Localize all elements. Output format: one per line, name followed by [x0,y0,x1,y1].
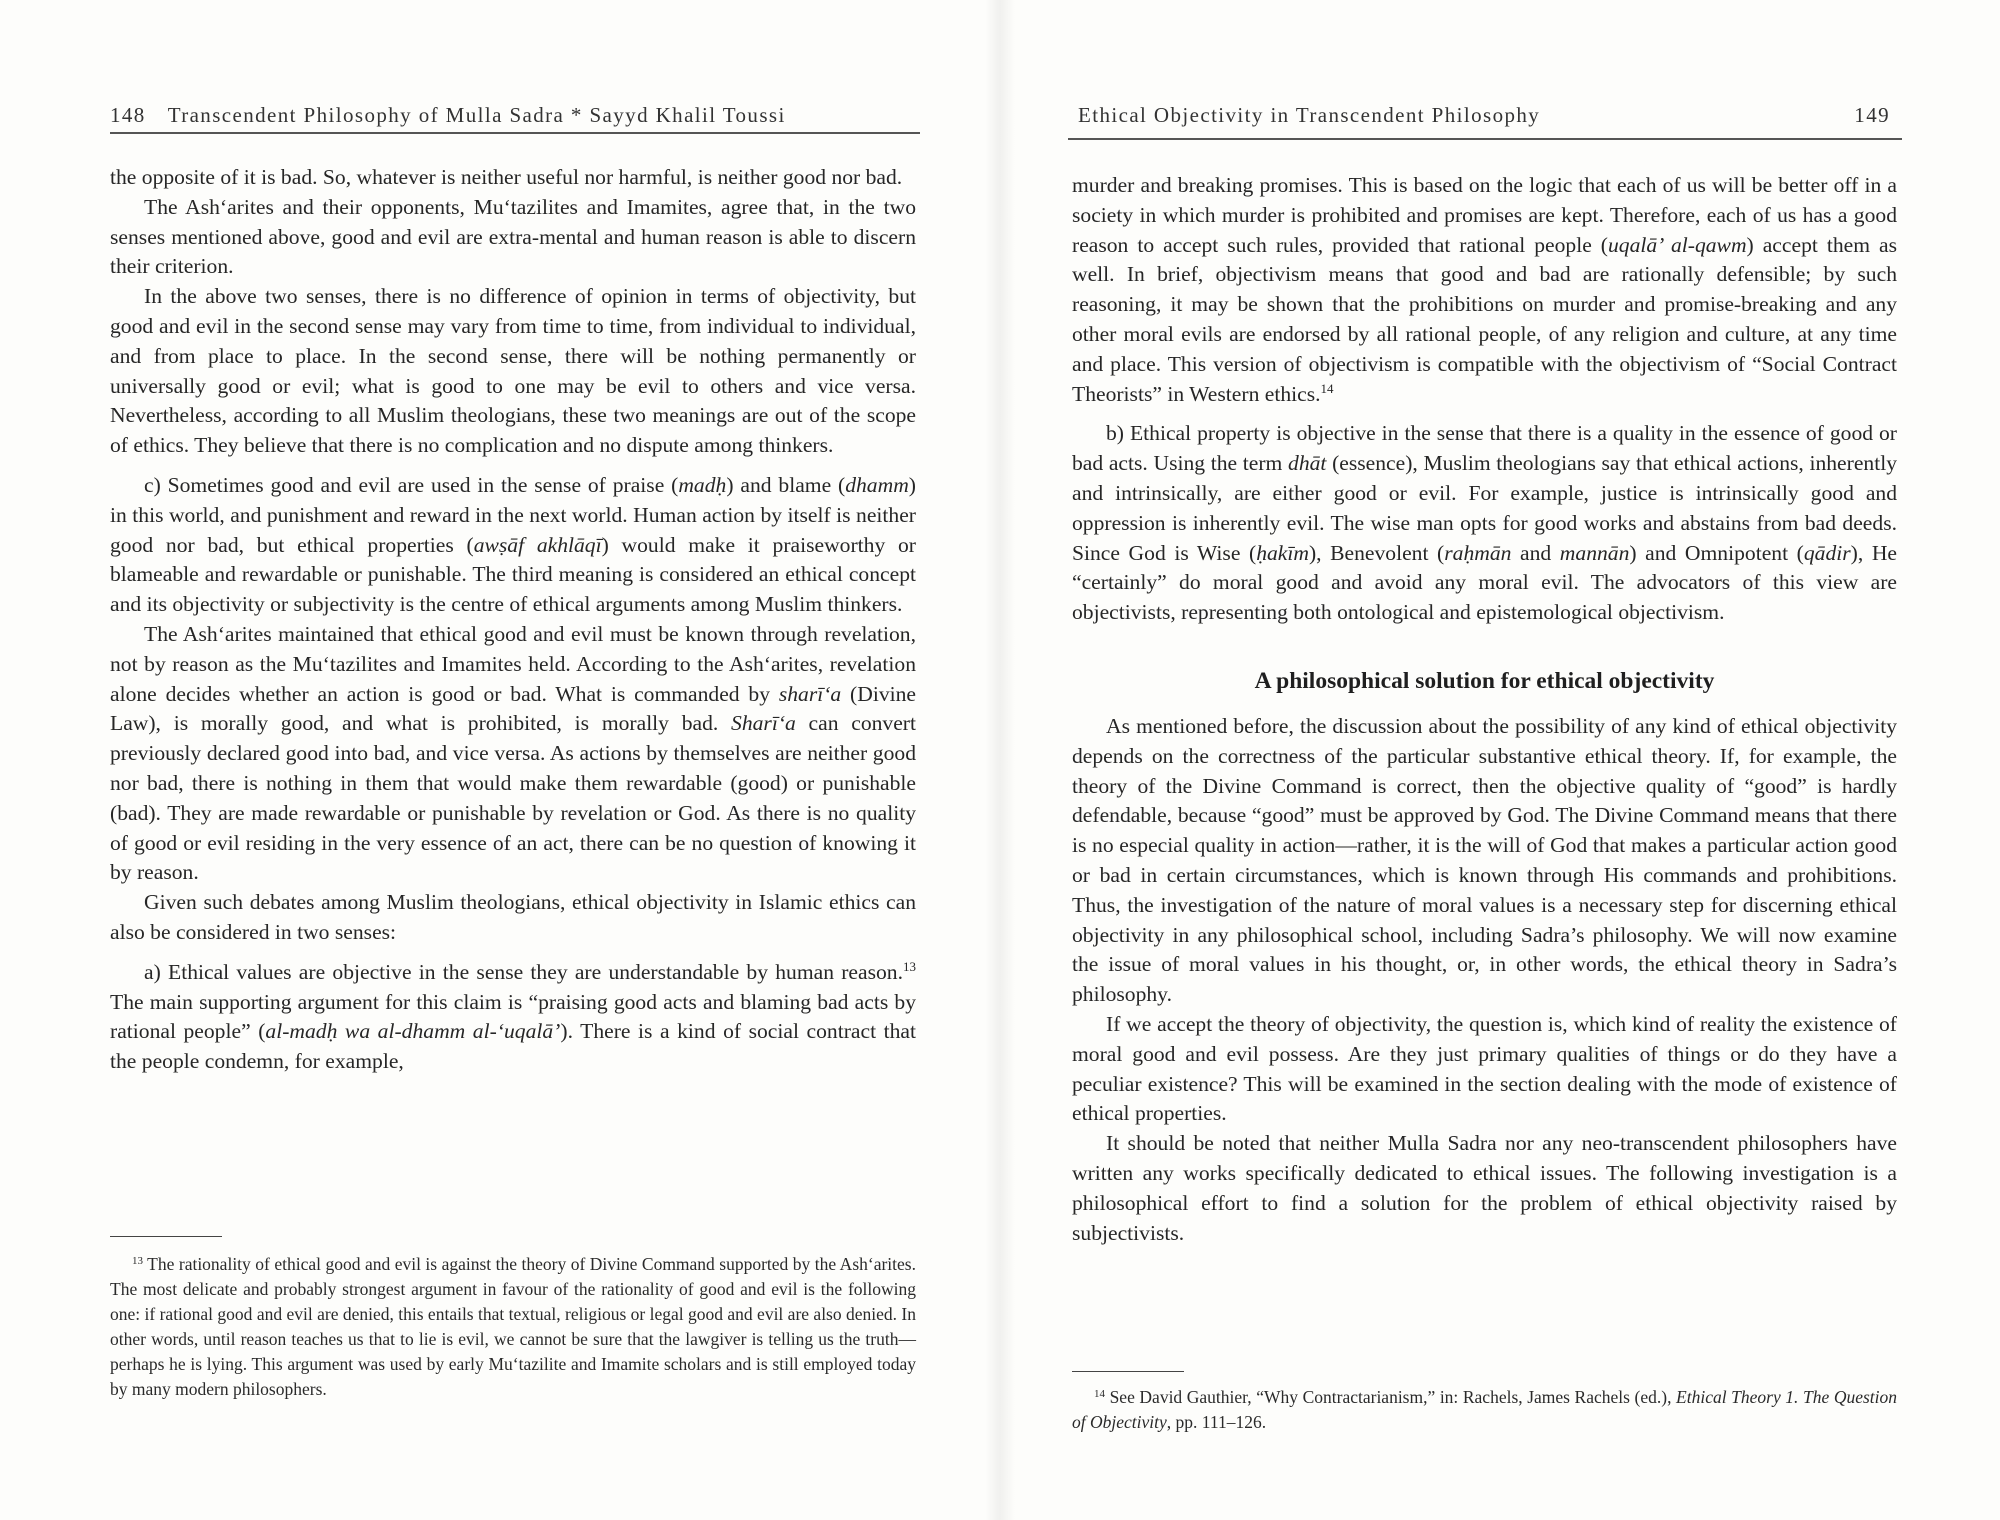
paragraph-murder [1072,171,1897,409]
paragraph-revelation [110,620,916,888]
italic-term: madḥ [678,472,727,497]
italic-term: dhamm [845,472,909,497]
paragraph: The Ash‘arites and their opponents, Mu‘tazilites and Imamites, agree that, in the two senses mentioned above, good and evil are extra-mental and human reason is able to discern their criterion. [110,194,916,279]
paragraph: the opposite of it is bad. So, whatever is neither useful nor harmful, is neither good nor bad. [110,165,903,189]
section-heading: A philosophical solution for ethical objectivity [1254,667,1715,694]
footnote-text: , pp. 111–126. [1166,1412,1267,1432]
paragraph-b-essence [1072,419,1897,628]
italic-term: sharī‘a [778,681,842,706]
italic-term: mannān [1559,540,1630,565]
text-run: ) would make it praiseworthy or blameable and rewardable or punishable. The third meaning is considered an ethical concept and its objectivity or subjectivity is the centre of ethical arguments among Muslim thinkers. [110,532,916,617]
paragraph: As mentioned before, the discussion about the possibility of any kind of ethical objectivity depends on the correctness of the particular substantive ethical theory. If, for example, the theory of the Divine Command is correct, then the objective quality of “good” is hardly defendable, because “good” must be approved by God. The Divine Command means that there is no especial quality in action—rather, it is the will of God that makes a particular action good or bad in certain circumstances, which is known through His commands and prohibitions. Thus, the investigation of the nature of moral values is a necessary step for discerning ethical objectivity in any philosophical school, including Sadra’s philosophy. We will now examine the issue of moral values in his thought, or, in other words, the ethical theory in Sadra’s philosophy. [1072,713,1897,1007]
footnote-text: See David Gauthier, “Why Contractarianism,” in: Rachels, James Rachels (ed.), [1109,1387,1677,1407]
italic-term: awṣāf akhlāqī [473,532,602,557]
right-footnote-rule [1072,1371,1184,1372]
text-run: The Ash‘arites maintained that ethical good and evil must be known through revelation, not by reason as the Mu‘tazilites and Imamites held. According to the Ash‘arites, revelation alone decides whether an action is good or bad. What is commanded by [110,621,916,706]
left-footnote-rule [110,1236,222,1237]
left-page-number: 148 [110,103,146,127]
text-run: can convert previously declared good into bad, and vice versa. As actions by themselves are neither good nor bad, there is nothing in them that would make them rewardable (good) or punishable (bad). They are made rewardable or punishable by revelation or God. As there is no quality of good or evil residing in the very essence of an act, there can be no question of knowing it by reason. [110,711,916,885]
right-running-title: Ethical Objectivity in Transcendent Philosophy [1078,103,1541,127]
italic-term: Sharī‘a [731,711,796,736]
footnote-13 [110,1252,916,1402]
paragraph: It should be noted that neither Mulla Sadra nor any neo-transcendent philosophers have written any works specifically dedicated to ethical issues. The following investigation is a philosophical effort to find a solution for the problem of ethical objectivity raised by subjectivists. [1072,1131,1897,1245]
right-page [1000,0,2000,1520]
text-run: ) in this world, and punishment and reward in the next world. Human action by itself is neither good nor bad, but ethical properties ( [110,472,916,557]
left-running-head [110,94,920,128]
right-body-text [1072,171,1897,1248]
paragraph-a-reason [110,958,916,1077]
text-run: ), He “certainly” do moral good and avoid any moral evil. The advocators of this view are objectivists, representing both ontological and epistemological objectivism. [1072,540,1898,625]
text-run: (essence), Muslim theologians say that ethical actions, inherently and intrinsically, are either good or evil. For example, justice is intrinsically good and oppression is inherently evil. The wise man opts for good works and abstains from bad deeds. Since God is Wise ( [1072,451,1898,565]
text-run: a) Ethical values are objective in the sense they are understandable by human reason. [144,959,903,984]
text-run: murder and breaking promises. This is based on the logic that each of us will be better off in a society in which murder is prohibited and promises are kept. Therefore, each of us has a good reason to accept such rules, provided that rational people ( [1072,173,1897,257]
footnote-ref-14: 14 [1320,380,1334,396]
footnote-text: The rationality of ethical good and evil is against the theory of Divine Command supported by the Ash‘arites. The most delicate and probably strongest argument in favour of the rationality of good and evil is the following one: if rational good and evil are denied, this entails that textual, religious or legal good and evil are also denied. In other words, until reason teaches us that to lie is evil, we cannot be sure that the lawgiver is telling us the truth—perhaps he is lying. This argument was used by early Mu‘tazilite and Imamite scholars and is still employed today by many modern philosophers. [110,1254,916,1399]
text-run: ) and Omnipotent ( [1629,540,1804,565]
text-run: and [1511,540,1560,565]
text-run: c) Sometimes good and evil are used in the sense of praise ( [144,472,679,497]
left-running-title: Transcendent Philosophy of Mulla Sadra * Sayyd Khalil Toussi [167,103,786,127]
italic-term: dhāt [1288,451,1327,476]
text-run: ) and blame ( [726,472,846,497]
italic-term: raḥmān [1444,540,1512,565]
italic-title: Ethical Theory 1. The Question of Objectivity [1072,1387,1898,1432]
right-header-rule [1068,138,1902,140]
paragraph-c-praise-blame [110,471,916,620]
footnote-number: 14 [1094,1388,1105,1400]
text-run: (Divine Law), is morally good, and what is prohibited, is morally bad. [110,681,916,736]
right-page-number: 149 [1854,103,1890,127]
italic-term: al-madḥ wa al-dhamm al-‘uqalā’ [265,1019,561,1044]
italic-term: uqalā’ al-qawm [1607,232,1747,257]
footnote-number: 13 [132,1255,143,1267]
paragraph: In the above two senses, there is no difference of opinion in terms of objectivity, but good and evil in the second sense may vary from time to time, from individual to individual, and from place to place. In the second sense, there will be nothing permanently or universally good or evil; what is good to one may be evil to others and vice versa. Nevertheless, according to all Muslim theologians, these two meanings are out of the scope of ethics. They believe that there is no complication and no dispute among thinkers. [110,284,916,458]
italic-term: qādir [1803,540,1851,565]
footnote-paragraph [1072,1385,1897,1435]
footnote-ref-13: 13 [903,958,916,974]
text-run: ), Benevolent ( [1308,540,1445,565]
text-run: b) Ethical property is objective in the sense that there is a quality in the essence of good or bad acts. Using the term [1072,421,1897,476]
text-run: ) accept them as well. In brief, objectivism means that good and bad are rationally defensible; by such reasoning, it may be shown that the prohibitions on murder and promise-breaking and any other moral evils are endorsed by all rational people, of any religion and culture, at any time and place. This version of objectivism is compatible with the objectivism of “Social Contract Theorists” in Western ethics. [1072,232,1898,406]
left-header-rule [110,132,920,134]
italic-term: ḥakīm [1256,540,1309,565]
right-running-head [1078,94,1890,128]
paragraph: If we accept the theory of objectivity, the question is, which kind of reality the existence of moral good and evil possess. Are they just primary qualities of things or do they have a peculiar existence? This will be examined in the section dealing with the mode of existence of ethical properties. [1072,1011,1897,1126]
footnote-14 [1072,1385,1897,1435]
footnote-paragraph [110,1252,916,1402]
paragraph: Given such debates among Muslim theologians, ethical objectivity in Islamic ethics can also be considered in two senses: [110,890,916,944]
text-run: The main supporting argument for this claim is “praising good acts and blaming bad acts by rational people” ( [110,989,916,1044]
text-run: ). There is a kind of social contract that the people condemn, for example, [110,1019,916,1074]
left-body-text [110,163,916,1077]
